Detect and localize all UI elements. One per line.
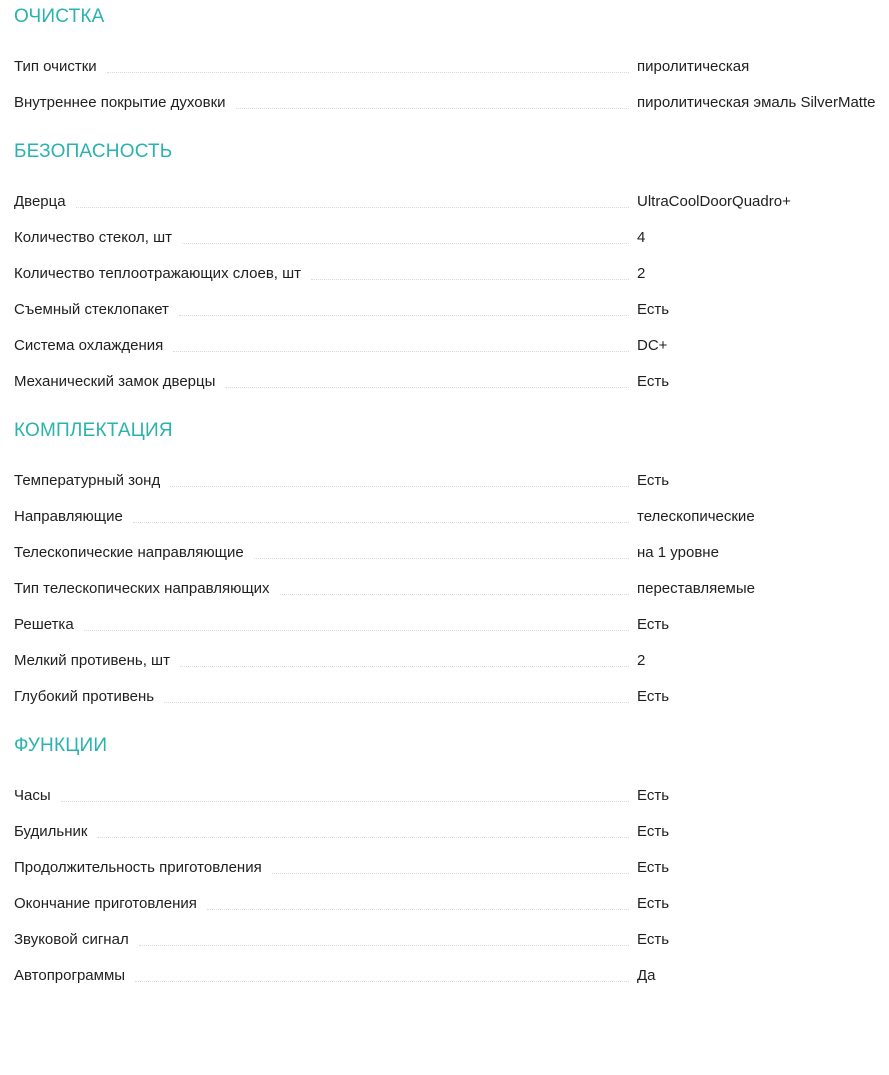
spec-row xyxy=(14,544,889,561)
spec-label: Съемный стеклопакет xyxy=(14,301,169,318)
dotted-leader xyxy=(280,594,629,595)
spec-label: Внутреннее покрытие духовки xyxy=(14,94,226,111)
spec-value: Есть xyxy=(637,895,670,912)
spec-label: Направляющие xyxy=(14,508,123,525)
dotted-leader xyxy=(97,837,629,838)
spec-label: Телескопические направляющие xyxy=(14,544,244,561)
spec-label: Окончание приготовления xyxy=(14,895,197,912)
spec-label: Тип очистки xyxy=(14,58,97,75)
spec-value: телескопические xyxy=(637,508,755,525)
spec-label: Температурный зонд xyxy=(14,472,161,489)
dotted-leader xyxy=(139,945,629,946)
spec-value: Есть xyxy=(637,472,670,489)
spec-value: Есть xyxy=(637,688,670,705)
spec-row xyxy=(14,337,889,354)
dotted-leader xyxy=(311,279,629,280)
spec-value: Есть xyxy=(637,823,670,840)
dotted-leader xyxy=(133,522,629,523)
spec-label: Звуковой сигнал xyxy=(14,931,129,948)
dotted-leader xyxy=(225,387,629,388)
spec-value: Есть xyxy=(637,616,670,633)
spec-row xyxy=(14,193,889,210)
section-title: ФУНКЦИИ xyxy=(14,735,108,756)
spec-section xyxy=(14,420,889,705)
spec-row xyxy=(14,859,889,876)
spec-row xyxy=(14,58,889,75)
spec-row xyxy=(14,931,889,948)
dotted-leader xyxy=(170,486,629,487)
spec-label: Будильник xyxy=(14,823,88,840)
spec-row xyxy=(14,895,889,912)
spec-value: Есть xyxy=(637,301,670,318)
dotted-leader xyxy=(76,207,629,208)
spec-row xyxy=(14,652,889,669)
spec-label: Дверца xyxy=(14,193,66,210)
spec-value: 2 xyxy=(637,652,646,669)
spec-label: Механический замок дверцы xyxy=(14,373,216,390)
spec-label: Продолжительность приготовления xyxy=(14,859,262,876)
dotted-leader xyxy=(182,243,629,244)
spec-row xyxy=(14,508,889,525)
spec-value: 2 xyxy=(637,265,646,282)
spec-label: Количество теплоотражающих слоев, шт xyxy=(14,265,302,282)
dotted-leader xyxy=(207,909,629,910)
spec-value: Да xyxy=(637,967,656,984)
spec-row xyxy=(14,823,889,840)
spec-row xyxy=(14,616,889,633)
spec-row xyxy=(14,688,889,705)
spec-label: Глубокий противень xyxy=(14,688,155,705)
spec-row xyxy=(14,472,889,489)
spec-label: Система охлаждения xyxy=(14,337,164,354)
spec-value: пиролитическая эмаль SilverMatte xyxy=(637,94,876,111)
dotted-leader xyxy=(272,873,629,874)
dotted-leader xyxy=(107,72,629,73)
section-title: ОЧИСТКА xyxy=(14,6,105,27)
dotted-leader xyxy=(135,981,629,982)
dotted-leader xyxy=(84,630,629,631)
spec-value: Есть xyxy=(637,931,670,948)
dotted-leader xyxy=(180,666,629,667)
spec-row xyxy=(14,94,889,111)
spec-label: Тип телескопических направляющих xyxy=(14,580,270,597)
spec-row xyxy=(14,373,889,390)
dotted-leader xyxy=(179,315,629,316)
spec-section xyxy=(14,141,889,390)
dotted-leader xyxy=(236,108,629,109)
spec-row xyxy=(14,787,889,804)
spec-value: 4 xyxy=(637,229,646,246)
spec-label: Решетка xyxy=(14,616,74,633)
dotted-leader xyxy=(254,558,629,559)
spec-row xyxy=(14,301,889,318)
spec-value: Есть xyxy=(637,373,670,390)
spec-row xyxy=(14,967,889,984)
spec-value: переставляемые xyxy=(637,580,755,597)
dotted-leader xyxy=(164,702,629,703)
spec-value: на 1 уровне xyxy=(637,544,719,561)
spec-label: Количество стекол, шт xyxy=(14,229,172,246)
dotted-leader xyxy=(173,351,629,352)
spec-label: Часы xyxy=(14,787,51,804)
section-title: БЕЗОПАСНОСТЬ xyxy=(14,141,173,162)
dotted-leader xyxy=(61,801,629,802)
section-title: КОМПЛЕКТАЦИЯ xyxy=(14,420,173,441)
spec-row xyxy=(14,229,889,246)
spec-value: Есть xyxy=(637,787,670,804)
spec-value: DC+ xyxy=(637,337,668,354)
spec-section xyxy=(14,6,889,111)
spec-label: Мелкий противень, шт xyxy=(14,652,170,669)
specs-list xyxy=(14,6,889,984)
spec-label: Автопрограммы xyxy=(14,967,126,984)
spec-section xyxy=(14,735,889,984)
spec-value: UltraCoolDoorQuadro+ xyxy=(637,193,791,210)
spec-value: пиролитическая xyxy=(637,58,750,75)
spec-row xyxy=(14,265,889,282)
spec-row xyxy=(14,580,889,597)
spec-value: Есть xyxy=(637,859,670,876)
